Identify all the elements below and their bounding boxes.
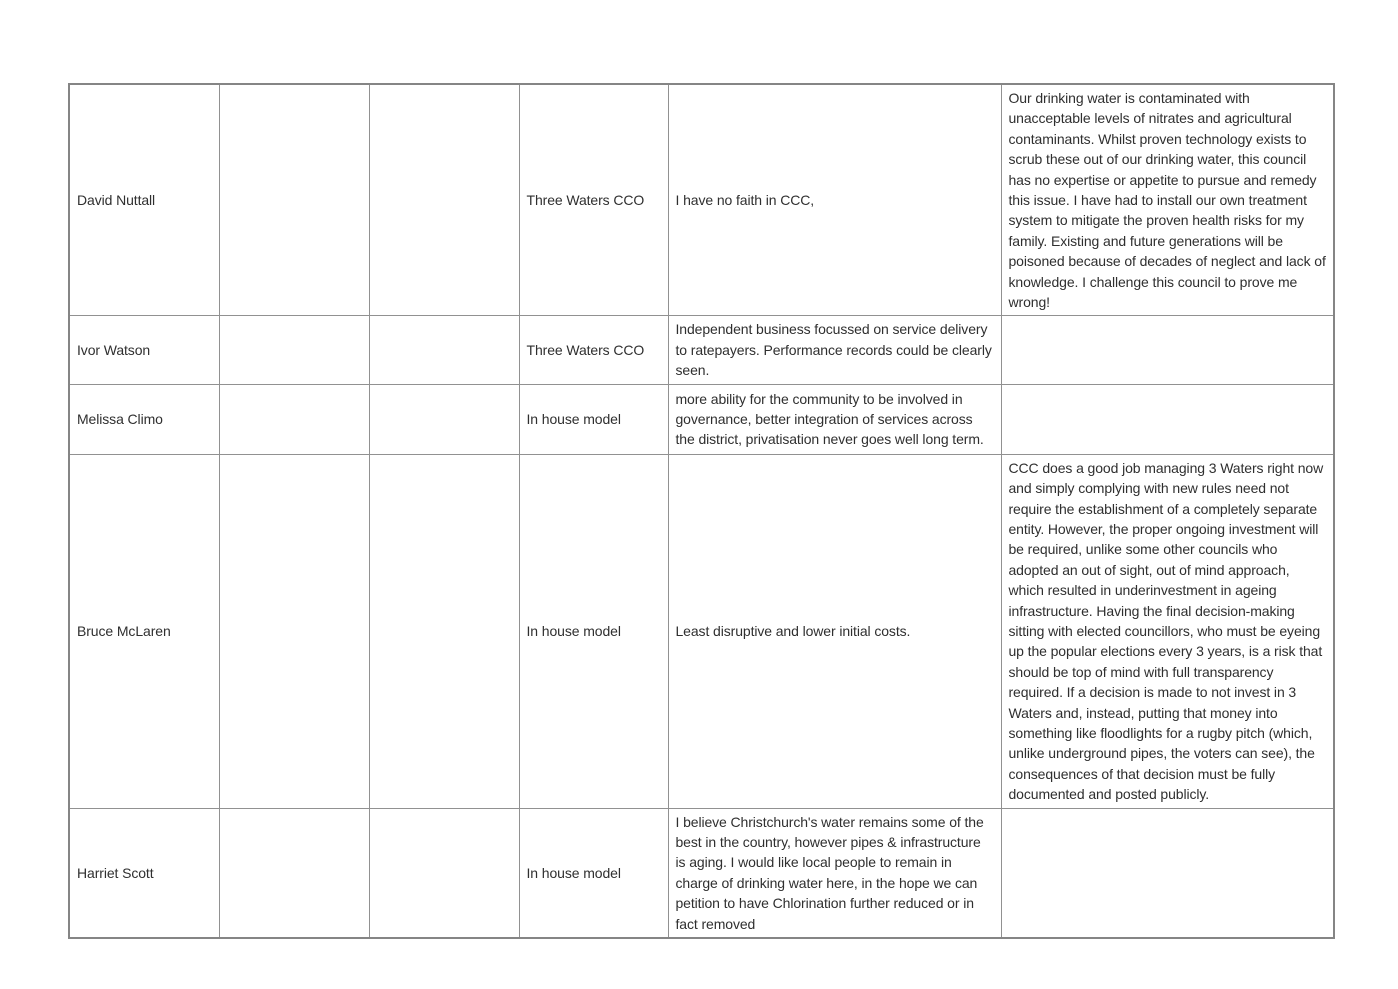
empty-cell bbox=[369, 316, 519, 384]
submissions-table bbox=[68, 83, 1335, 939]
submitter-name-cell: David Nuttall bbox=[69, 84, 219, 316]
comment-cell: Independent business focussed on service delivery to ratepayers. Performance records could be clearly seen. bbox=[668, 316, 1001, 384]
table-row bbox=[69, 808, 1334, 938]
model-preference-cell: Three Waters CCO bbox=[519, 84, 668, 316]
submissions-table-container bbox=[68, 83, 1335, 939]
table-row bbox=[69, 316, 1334, 384]
submitter-name-cell: Melissa Climo bbox=[69, 384, 219, 454]
empty-cell bbox=[219, 384, 369, 454]
empty-cell bbox=[219, 454, 369, 808]
extended-comment-cell bbox=[1001, 384, 1334, 454]
submitter-name-cell: Harriet Scott bbox=[69, 808, 219, 938]
comment-cell: more ability for the community to be involved in governance, better integration of services across the district, privatisation never goes well long term. bbox=[668, 384, 1001, 454]
empty-cell bbox=[369, 84, 519, 316]
empty-cell bbox=[219, 316, 369, 384]
submitter-name-cell: Ivor Watson bbox=[69, 316, 219, 384]
empty-cell bbox=[219, 808, 369, 938]
model-preference-cell: In house model bbox=[519, 384, 668, 454]
model-preference-cell: In house model bbox=[519, 454, 668, 808]
table-row bbox=[69, 384, 1334, 454]
model-preference-cell: In house model bbox=[519, 808, 668, 938]
extended-comment-cell: Our drinking water is contaminated with unacceptable levels of nitrates and agricultural contaminants. Whilst proven technology exists to scrub these out of our drinking water, this council has no expertise or appetite to pursue and remedy this issue. I have had to install our own treatment system to mitigate the proven health risks for my family. Existing and future generations will be poisoned because of decades of neglect and lack of knowledge. I challenge this council to prove me wrong! bbox=[1001, 84, 1334, 316]
empty-cell bbox=[369, 808, 519, 938]
empty-cell bbox=[369, 454, 519, 808]
model-preference-cell: Three Waters CCO bbox=[519, 316, 668, 384]
empty-cell bbox=[369, 384, 519, 454]
table-row bbox=[69, 454, 1334, 808]
comment-cell: I have no faith in CCC, bbox=[668, 84, 1001, 316]
extended-comment-cell: CCC does a good job managing 3 Waters right now and simply complying with new rules need not require the establishment of a completely separate entity. However, the proper ongoing investment will be required, unlike some other councils who adopted an out of sight, out of mind approach, which resulted in underinvestment in ageing infrastructure. Having the final decision-making sitting with elected councillors, who must be eyeing up the popular elections every 3 years, is a risk that should be top of mind with full transparency required. If a decision is made to not invest in 3 Waters and, instead, putting that money into something like floodlights for a rugby pitch (which, unlike underground pipes, the voters can see), the consequences of that decision must be fully documented and posted publicly. bbox=[1001, 454, 1334, 808]
extended-comment-cell bbox=[1001, 316, 1334, 384]
table-row bbox=[69, 84, 1334, 316]
comment-cell: Least disruptive and lower initial costs. bbox=[668, 454, 1001, 808]
submitter-name-cell: Bruce McLaren bbox=[69, 454, 219, 808]
extended-comment-cell bbox=[1001, 808, 1334, 938]
empty-cell bbox=[219, 84, 369, 316]
comment-cell: I believe Christchurch's water remains some of the best in the country, however pipes & infrastructure is aging. I would like local people to remain in charge of drinking water here, in the hope we can petition to have Chlorination further reduced or in fact removed bbox=[668, 808, 1001, 938]
